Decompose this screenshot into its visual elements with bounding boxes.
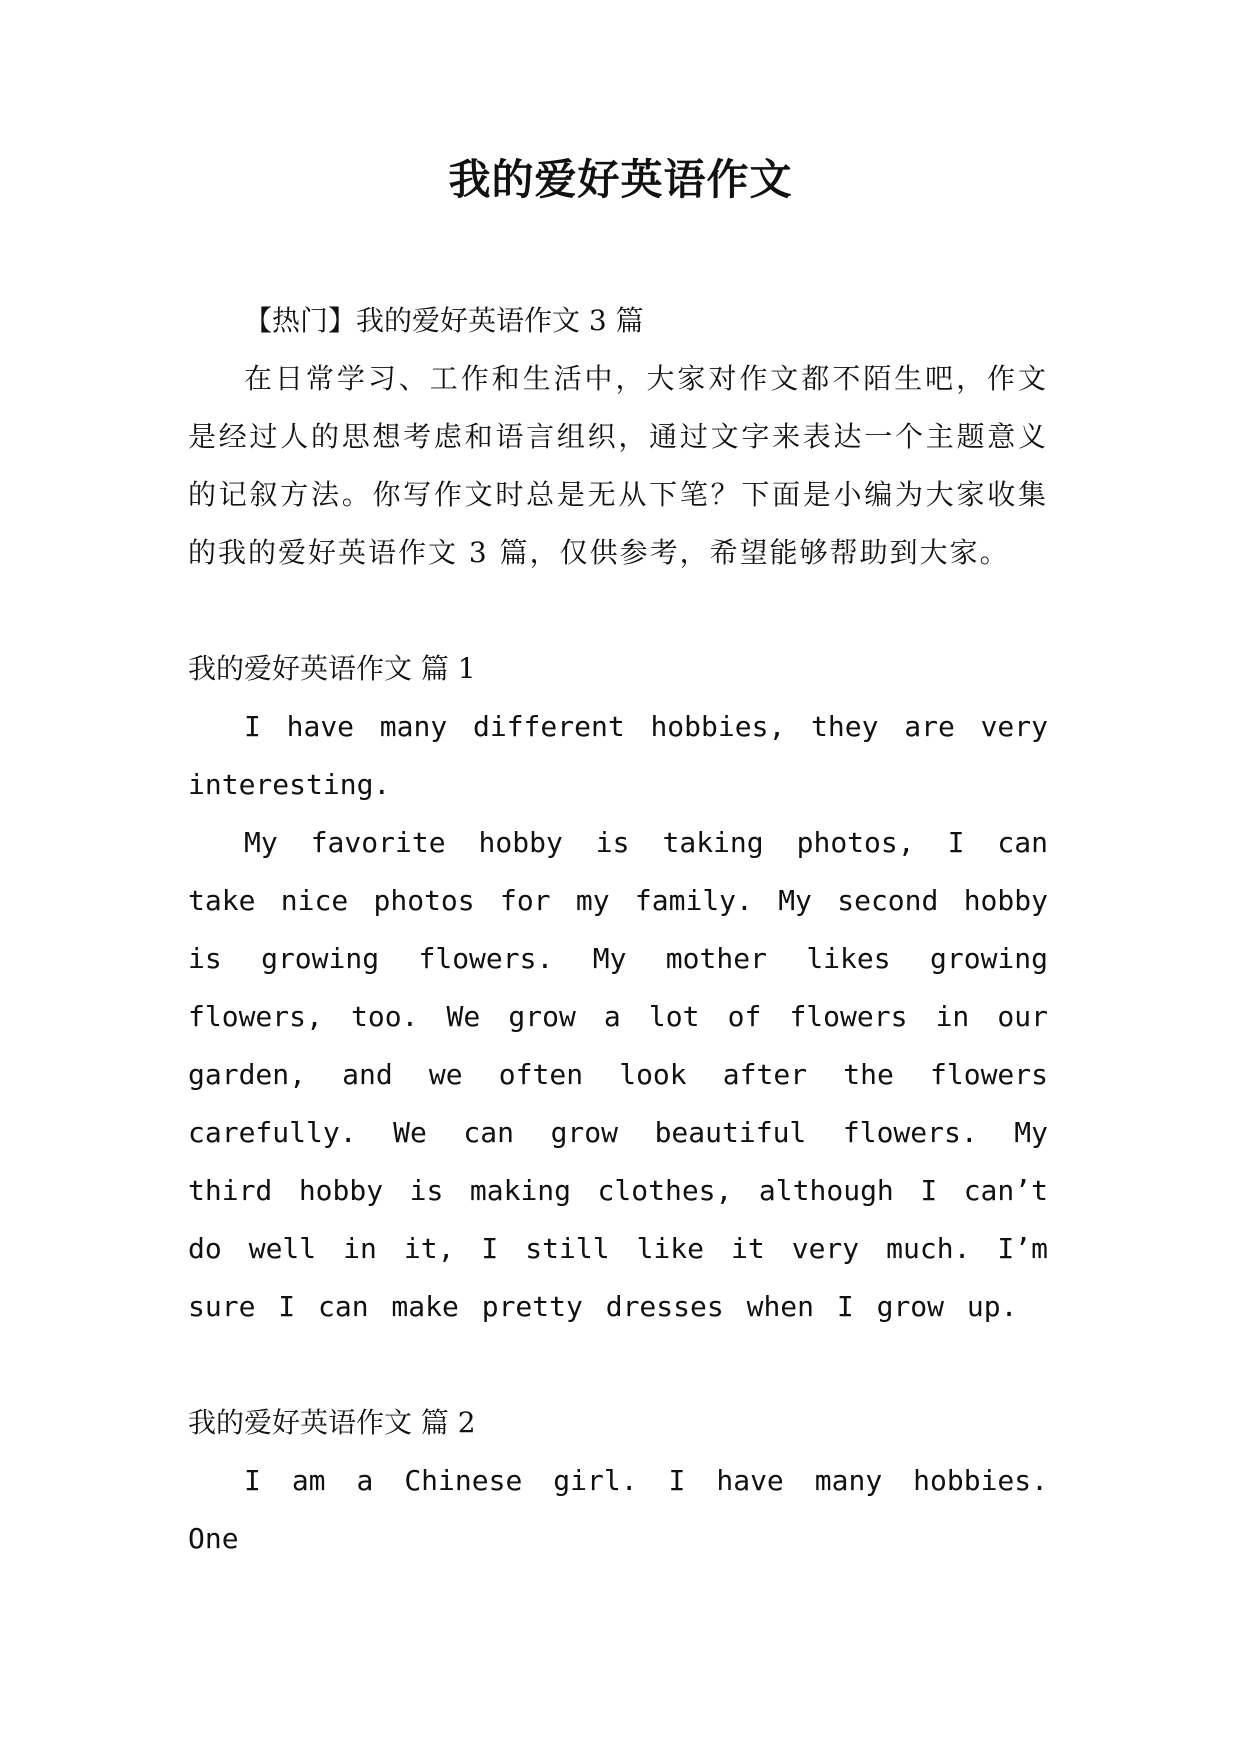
section-2-paragraph-1: I am a Chinese girl. I have many hobbies. One [188, 1464, 1048, 1555]
section-1-paragraph-1: I have many different hobbies, they are very interesting. [188, 710, 1048, 801]
document-title: 我的爱好英语作文 [448, 155, 793, 204]
document-subtitle: 【热门】我的爱好英语作文 3 篇 [244, 304, 644, 337]
document-body [188, 292, 1048, 1568]
section-heading-1: 我的爱好英语作文 篇 1 [188, 652, 476, 685]
section-1-paragraph-2: My favorite hobby is taking photos, I can take nice photos for my family. My second hobby is growing flowers. My mother likes growing flowers, too. We grow a lot of flowers in our garden, and we often look after the flowers carefully. We can grow beautiful flowers. My third hobby is making clothes, although I can’t do well in it, I still like it very much. I’m sure I can make pretty dresses when I grow up. [188, 826, 1048, 1323]
section-heading-2: 我的爱好英语作文 篇 2 [188, 1406, 476, 1439]
intro-paragraph: 在日常学习、工作和生活中，大家对作文都不陌生吧，作文是经过人的思想考虑和语言组织，通过文字来表达一个主题意义的记叙方法。你写作文时总是无从下笔？下面是小编为大家收集的我的爱好英语作文 3 篇，仅供参考，希望能够帮助到大家。 [188, 362, 1048, 569]
